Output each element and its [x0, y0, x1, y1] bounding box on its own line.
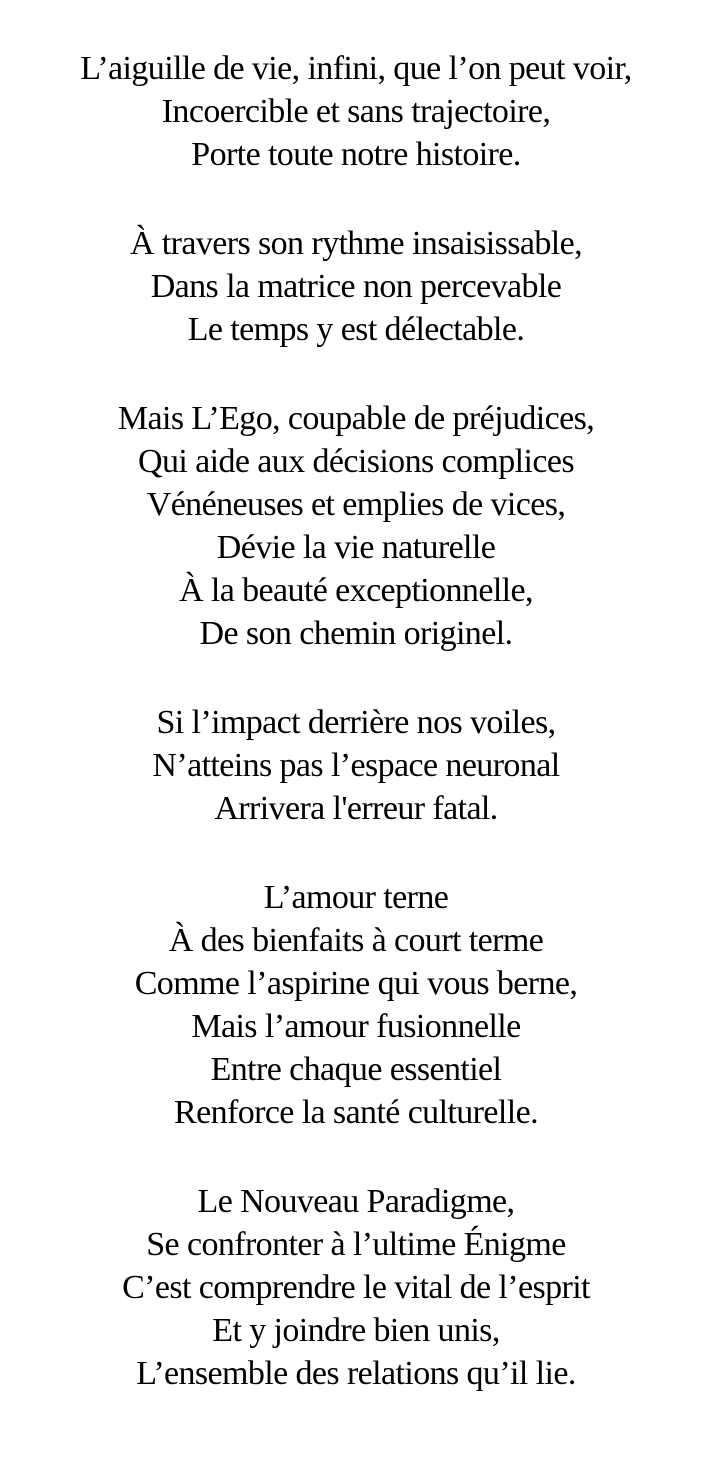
poem-line: Arrivera l'erreur fatal.: [214, 790, 498, 827]
poem-line: Comme l’aspirine qui vous berne,: [134, 965, 578, 1002]
poem-line: À travers son rythme insaisissable,: [129, 225, 583, 262]
poem-line: À des bienfaits à court terme: [168, 922, 544, 959]
poem-line: C’est comprendre le vital de l’esprit: [122, 1269, 590, 1306]
poem-line: L’aiguille de vie, infini, que l’on peut voir,: [80, 50, 632, 87]
poem-line: Incoercible et sans trajectoire,: [161, 93, 551, 130]
stanza: [0, 876, 712, 1134]
poem-line: Le Nouveau Paradigme,: [197, 1183, 515, 1220]
poem-line: Porte toute notre histoire.: [191, 136, 521, 173]
stanza: [0, 47, 712, 176]
poem-line: De son chemin originel.: [199, 615, 513, 652]
poem-line: Qui aide aux décisions complices: [138, 443, 574, 480]
poem-line: Se confronter à l’ultime Énigme: [146, 1226, 566, 1263]
poem-line: Si l’impact derrière nos voiles,: [156, 704, 556, 741]
poem-line: À la beauté exceptionnelle,: [179, 572, 533, 609]
poem-line: N’atteins pas l’espace neuronal: [152, 747, 560, 784]
stanza: [0, 397, 712, 655]
poem-line: Entre chaque essentiel: [210, 1051, 502, 1088]
poem-line: Renforce la santé culturelle.: [174, 1094, 538, 1131]
poem-line: Mais l’amour fusionnelle: [191, 1008, 521, 1045]
poem-line: Vénéneuses et emplies de vices,: [146, 486, 566, 523]
poem-line: Mais L’Ego, coupable de préjudices,: [117, 400, 595, 437]
stanza: [0, 701, 712, 830]
stanza: [0, 1180, 712, 1395]
poem-line: Et y joindre bien unis,: [212, 1312, 500, 1349]
poem-line: Le temps y est délectable.: [187, 311, 525, 348]
stanza: [0, 222, 712, 351]
poem-line: Dévie la vie naturelle: [216, 529, 496, 566]
poem-line: Dans la matrice non percevable: [150, 268, 562, 305]
poem-line: L’amour terne: [263, 879, 449, 916]
poem-line: L’ensemble des relations qu’il lie.: [136, 1355, 576, 1392]
